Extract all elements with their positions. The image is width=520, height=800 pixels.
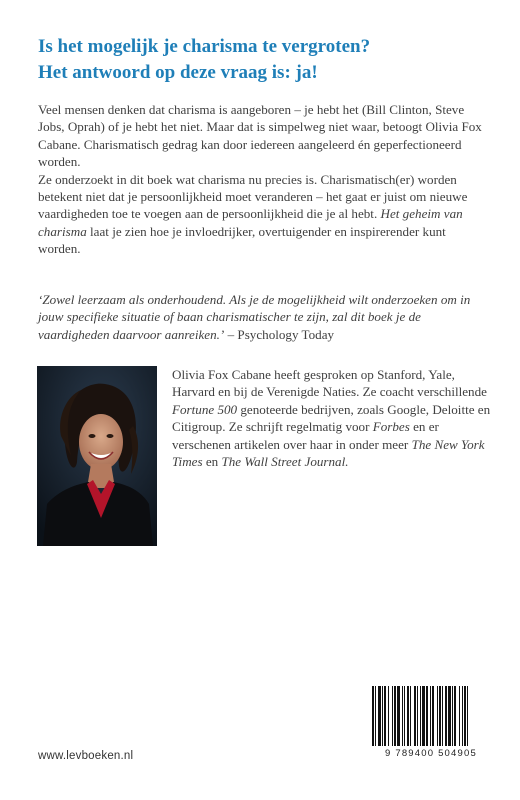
bio-text-3: en er verschenen artikelen over haar in onder meer xyxy=(172,419,439,452)
isbn-barcode xyxy=(364,684,498,766)
barcode-icon xyxy=(368,686,494,748)
bio-text-4: en xyxy=(202,454,222,470)
isbn-digits: 9 789400 504905 xyxy=(385,748,477,759)
intro-paragraph-2-end: laat je zien hoe je invloedrijker, overtuigender en inspirerender kunt worden. xyxy=(38,223,446,257)
author-photo xyxy=(37,366,157,546)
quote-source: – Psychology Today xyxy=(224,326,335,342)
intro-paragraph-1: Veel mensen denken dat charisma is aangeboren – je hebt het (Bill Clinton, Steve Jobs, Oprah) of je hebt het niet. Maar dat is simpelweg niet waar, betoogt Olivia Fox Cabane. Charismatisch gedrag kan door iedereen aangeleerd én geperfectioneerd worden. xyxy=(38,102,482,170)
bio-text-1: Olivia Fox Cabane heeft gesproken op Stanford, Yale, Harvard en bij de Verenigde Naties. Ze coacht verschillende xyxy=(172,367,487,400)
intro-text xyxy=(38,101,488,258)
intro-paragraph-2-start: Ze onderzoekt in dit boek wat charisma nu precies is. Charismatisch(er) worden betekent niet dat je persoonlijkheid moet veranderen – het gaat er juist om nieuwe vaardigheden toe te voegen aan de persoonlijkheid die je al hebt. xyxy=(38,171,468,222)
review-quote xyxy=(38,291,493,343)
bio-wsj: The Wall Street Journal. xyxy=(221,454,349,470)
author-portrait-icon xyxy=(37,366,157,546)
bio-nyt: The New York Times xyxy=(172,436,485,470)
quote-text: ‘Zowel leerzaam als onderhoudend. Als je de mogelijkheid wilt onderzoeken om in jouw specifieke situatie of baan charismatischer te zijn, zal dit boek je de vaardigheden daarvoor aanreiken.’ xyxy=(38,292,471,342)
bio-text-2: genoteerde bedrijven, zoals Google, Deloitte en Citigroup. Ze schrijft regelmatig voor xyxy=(172,401,491,435)
headline-line-1: Is het mogelijk je charisma te vergroten? xyxy=(38,36,371,57)
headline-line-2: Het antwoord op deze vraag is: ja! xyxy=(38,62,318,83)
headline xyxy=(38,34,498,86)
publisher-website: www.levboeken.nl xyxy=(38,750,134,762)
book-title: Het geheim van charisma xyxy=(38,206,463,239)
intro-paragraph-2 xyxy=(38,171,488,258)
bio-fortune: Fortune 500 xyxy=(172,401,238,417)
bio-forbes: Forbes xyxy=(372,419,410,435)
author-bio xyxy=(172,366,497,470)
